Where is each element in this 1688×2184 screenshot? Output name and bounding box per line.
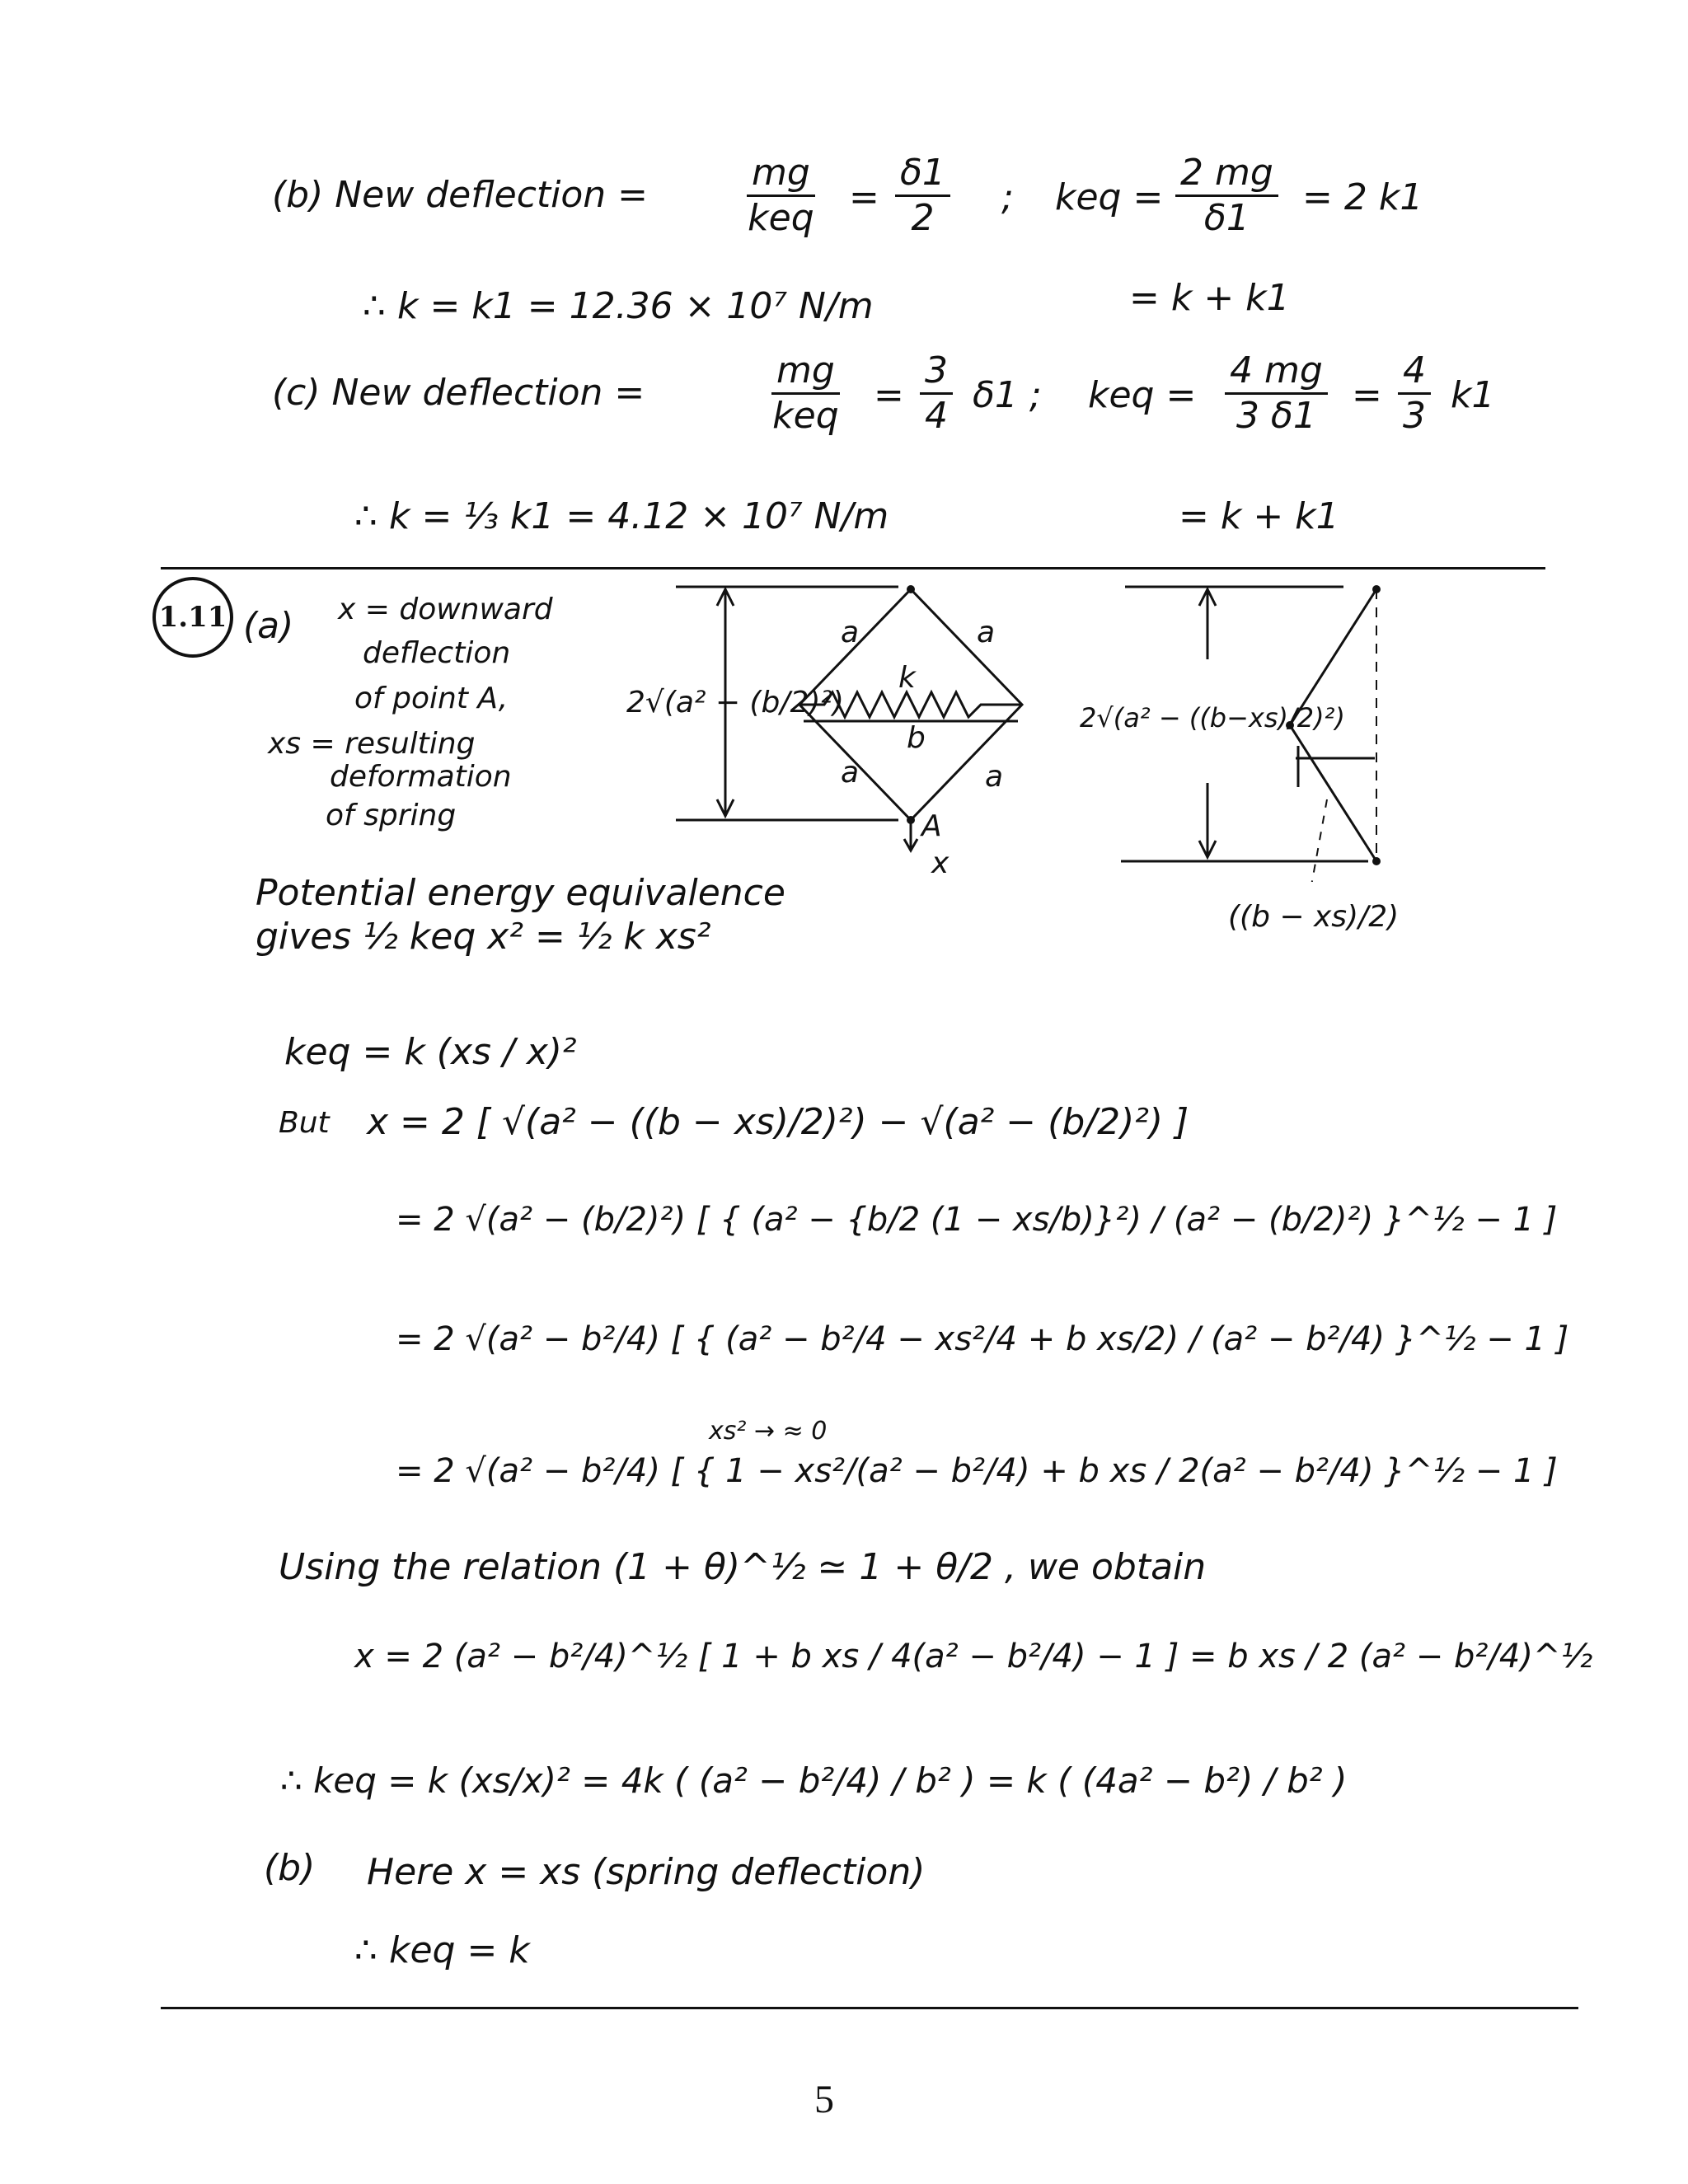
figure-1-spring-k: k [898, 661, 916, 695]
part-c-k1: k1 [1451, 374, 1495, 416]
part-b-here: Here x = xs (spring deflection) [367, 1851, 926, 1893]
potential-energy-line-1: Potential energy equivalence [256, 872, 785, 914]
part-b-label-bottom: (b) [264, 1847, 316, 1889]
section-divider-top [161, 567, 1545, 569]
x-expression-5: x = 2 (a² − b²/4)^½ [ 1 + b xs / 4(a² − b²/4) − 1 ] = b xs / 2 (a² − b²/4)^½ [354, 1638, 1593, 1675]
figure-1-width-b: b [907, 721, 926, 755]
problem-number: 1.11 [152, 577, 233, 658]
part-c-fraction-4: $\frac{4}{3}$ [1393, 353, 1436, 434]
part-b-k-value: ∴ k = k1 = 12.36 × 10⁷ N/m [363, 285, 874, 327]
part-b-result-bottom: ∴ keq = k [354, 1929, 530, 1971]
part-c-delta: δ1 ; [973, 374, 1042, 416]
part-c-keq: keq = [1088, 374, 1197, 416]
x-expression-4: = 2 √(a² − b²/4) [ { 1 − xs²/(a² − b²/4) + b xs / 2(a² − b²/4) }^½ − 1 ] [396, 1452, 1558, 1490]
part-b-result: = 2 k1 [1302, 176, 1423, 218]
part-c-k-value: ∴ k = ⅓ k1 = 4.12 × 10⁷ N/m [354, 495, 889, 537]
x-expression-1: x = 2 [ √(a² − ((b − xs)/2)²) − √(a² − (b/2)²) ] [367, 1101, 1189, 1143]
but-label: But [279, 1106, 330, 1140]
part-c-fraction-2: $\frac{3}{4}$ [915, 353, 958, 434]
potential-energy-line-2: gives ½ keq x² = ½ k xs² [256, 916, 711, 958]
figure-1-side-a-3: a [841, 756, 860, 790]
figure-1-height-label: 2√(a² − (b/2)²) [626, 686, 844, 719]
figure-2-offset-label: ((b − xs)/2) [1228, 900, 1400, 934]
figure-1-side-a-1: a [841, 616, 860, 649]
figure-1-side-a-2: a [977, 616, 996, 649]
keq-final-expression: ∴ keq = k (xs/x)² = 4k ( (a² − b²/4) / b² ) = k ( (4a² − b²) / b² ) [280, 1760, 1348, 1801]
part-b-label: (b) New deflection = [272, 174, 649, 216]
definition-line-4: xs = resulting [268, 727, 476, 761]
part-b-fraction-1: $\frac{mg}{\text{keq}}$ [748, 152, 814, 239]
x-expression-3: = 2 √(a² − b²/4) [ { (a² − b²/4 − xs²/4 + b xs/2) / (a² − b²/4) }^½ − 1 ] [396, 1320, 1569, 1358]
keq-expression: keq = k (xs / x)² [284, 1031, 577, 1073]
definition-line-3: of point A, [354, 682, 509, 715]
part-c-fraction-1: $\frac{mg}{\text{keq}}$ [772, 349, 839, 437]
part-c-label: (c) New deflection = [272, 372, 645, 414]
part-b-fraction-3: $\frac{2 mg}{\delta 1}$ [1170, 155, 1283, 237]
x-expression-2: = 2 √(a² − (b/2)²) [ { (a² − {b/2 (1 − xs/b)}²) / (a² − (b/2)²) }^½ − 1 ] [396, 1201, 1558, 1239]
part-b-fraction-2: $\frac{\delta 1}{2}$ [890, 155, 955, 237]
part-c-equals: = [874, 374, 904, 416]
part-a-label: (a) [243, 605, 294, 647]
figure-1-point-A: A [921, 809, 942, 843]
figure-1-deflection-x: x [931, 846, 950, 880]
definition-line-1: x = downward [338, 593, 553, 626]
part-c-k-sum: = k + k1 [1179, 495, 1339, 537]
definition-line-2: deflection [363, 636, 511, 670]
part-c-fraction-3: $\frac{4 mg}{3 \delta 1}$ [1220, 353, 1333, 434]
page-number: 5 [814, 2078, 834, 2121]
part-c-equals-3: = [1352, 374, 1382, 416]
figure-rhombus-spring [626, 577, 1104, 882]
definition-line-6: of spring [326, 799, 457, 832]
part-b-keq: keq = [1055, 176, 1164, 218]
part-b-equals: = [849, 176, 879, 218]
definition-line-5: deformation [330, 760, 512, 794]
approximation-note: xs² → ≈ 0 [709, 1417, 828, 1446]
figure-2-height-label: 2√(a² − ((b−xs)/2)²) [1080, 702, 1345, 733]
section-divider-bottom [161, 2007, 1578, 2009]
part-b-k-sum: = k + k1 [1129, 277, 1290, 319]
figure-1-side-a-4: a [985, 760, 1004, 794]
part-b-semicolon: ; [1001, 176, 1014, 218]
binomial-relation: Using the relation (1 + θ)^½ ≃ 1 + θ/2 , we obtain [279, 1546, 1207, 1588]
